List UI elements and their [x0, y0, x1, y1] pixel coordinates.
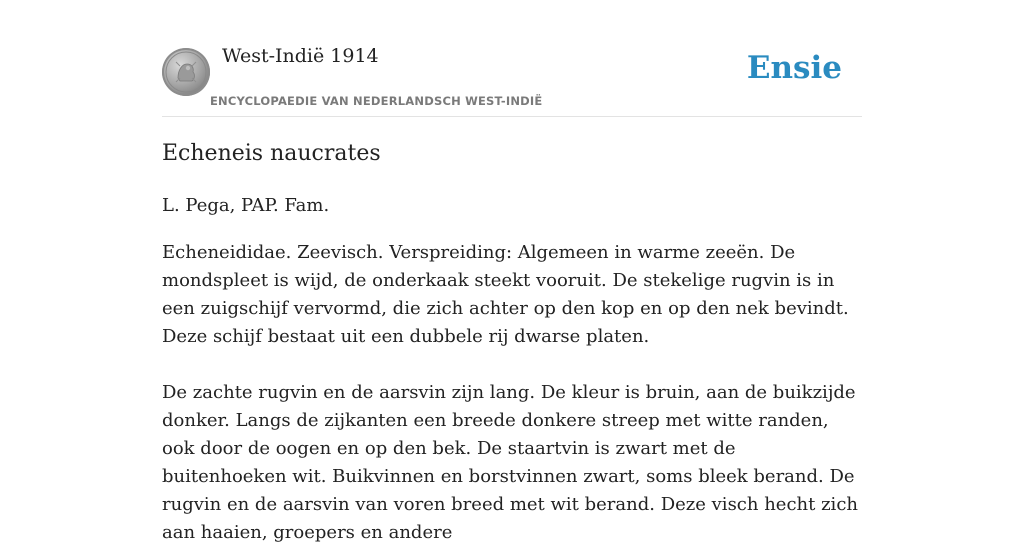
coin-icon[interactable]	[162, 48, 210, 96]
entry-content	[162, 138, 862, 547]
work-title[interactable]: West-Indië 1914	[222, 45, 379, 67]
entry-paragraph-1: Echeneididae. Zeevisch. Verspreiding: Algemeen in warme zeeën. De mondspleet is wijd, de onderkaak steekt vooruit. De stekelige rugvin is in een zuigschijf vervormd, die zich achter op den kop en op den nek bevindt. Deze schijf bestaat uit een dubbele rij dwarse platen.	[162, 242, 849, 347]
work-subtitle: ENCYCLOPAEDIE VAN NEDERLANDSCH WEST-INDIË	[210, 94, 543, 108]
brand-logo-link[interactable]: Ensie	[746, 50, 842, 86]
work-header	[162, 40, 862, 117]
coin-emblem-icon	[162, 48, 210, 96]
entry-meta: L. Pega, PAP. Fam.	[162, 195, 330, 216]
entry-paragraph-2: De zachte rugvin en de aarsvin zijn lang. De kleur is bruin, aan de buikzijde donker. Langs de zijkanten een breede donkere streep met witte randen, ook door de oogen en op den bek. De staartvin is zwart met de buitenhoeken wit. Buikvinnen en borstvinnen zwart, soms bleek berand. De rugvin en de aarsvin van voren breed met wit berand. Deze visch hecht zich aan haaien, groepers en andere	[162, 382, 858, 543]
entry-title: Echeneis naucrates	[162, 141, 381, 166]
